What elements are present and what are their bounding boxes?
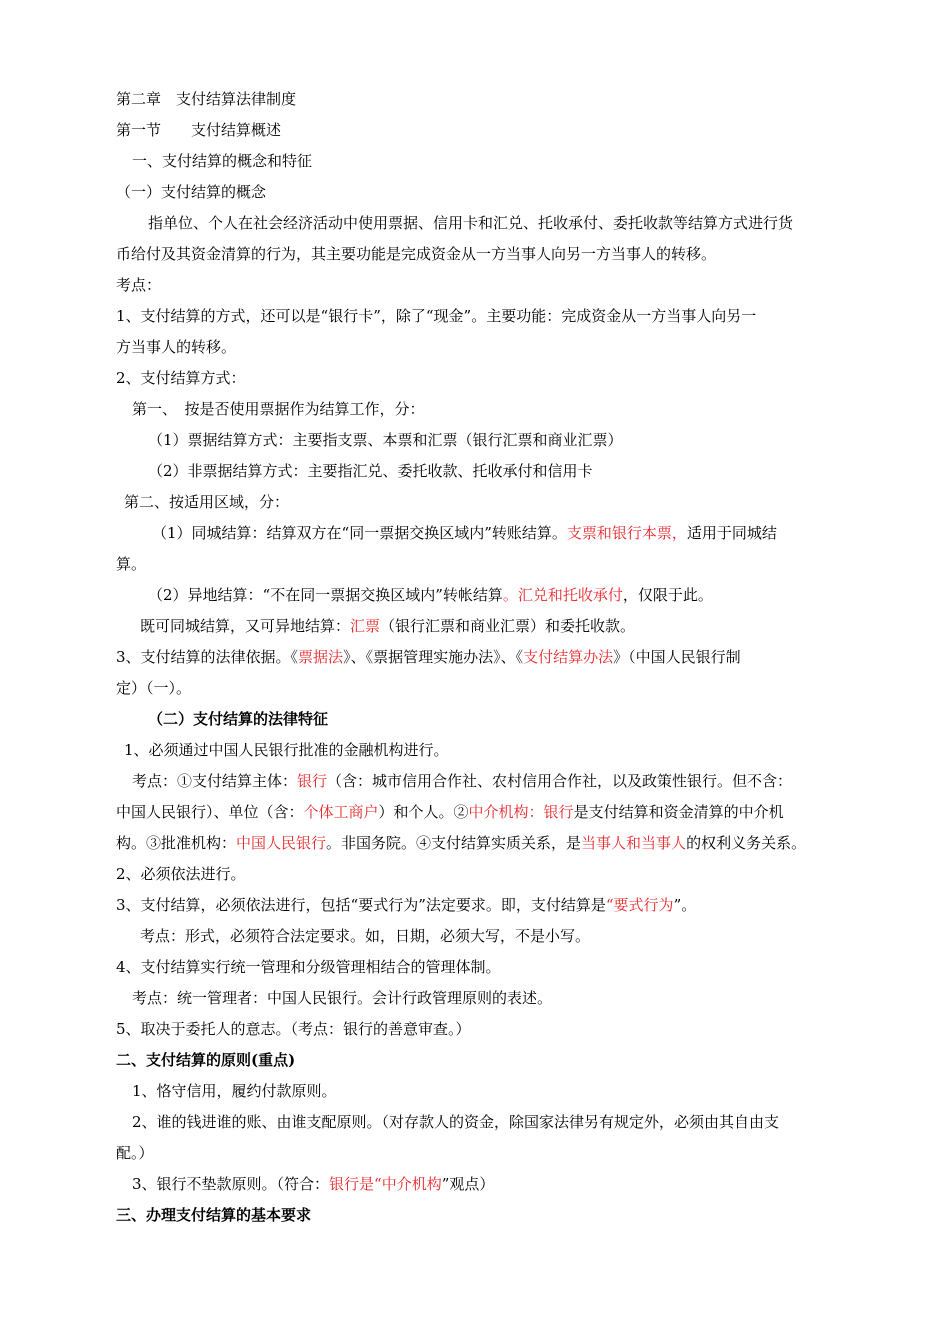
text-run: 第一节 支付结算概述 [116,121,282,139]
paragraph-line [152,518,777,549]
highlight-text: 中介机构：银行 [468,803,574,821]
heading-1-2 [148,704,328,735]
text-run: 2、支付结算方式： [116,369,246,387]
text-run: 的权利义务关系。 [686,834,807,852]
text-run: （1）票据结算方式：主要指支票、本票和汇票（银行汇票和商业汇票） [148,431,623,449]
paragraph-line [148,456,593,487]
text-run: 》（中国人民银行制 [613,648,741,666]
paragraph-line [116,797,784,828]
text-run: 指单位、个人在社会经济活动中使用票据、信用卡和汇兑、托收承付、委托收款等结算方式进行货 [148,214,794,232]
paragraph-line [124,487,289,518]
paragraph-line [132,1107,779,1138]
text-run: 一、支付结算的概念和特征 [132,152,313,170]
text-run: 3、支付结算的法律依据。《 [116,648,299,666]
text-run: （银行汇票和商业汇票）和委托收款。 [380,617,636,635]
text-run: 方当事人的转移。 [116,338,237,356]
paragraph-line [116,673,191,704]
highlight-text: 支票和银行本票， [566,524,687,542]
text-run: 中国人民银行）、单位（含： [116,803,304,821]
text-run: （二）支付结算的法律特征 [148,710,329,728]
text-run: 是支付结算和资金清算的中介机 [573,803,784,821]
heading-1-1 [116,177,266,208]
text-run: 既可同城结算，又可异地结算： [140,617,351,635]
text-run: 配。） [116,1144,154,1162]
text-run: 5、取决于委托人的意志。（考点：银行的善意审查。） [116,1020,471,1038]
paragraph-line [132,394,425,425]
paragraph-line [132,1076,337,1107]
paragraph-line [116,549,146,580]
paragraph-line [116,332,236,363]
text-run: （含：城市信用合作社、农村信用合作社，以及政策性银行。但不含： [327,772,793,790]
chapter-title [116,84,296,115]
text-run: ，仅限于此。 [622,586,713,604]
paragraph-line [116,1138,154,1169]
text-run: （2）异地结算：“不在同一票据交换区域内”转帐结算 [148,586,503,604]
highlight-text: “要式行为 [605,896,674,914]
paragraph-line [116,828,806,859]
highlight-text: 银行是“中介机构 [329,1175,442,1193]
text-run: 三、办理支付结算的基本要求 [116,1206,312,1224]
paragraph-line [116,239,716,270]
heading-3 [116,1200,311,1231]
text-run: 》、《票据管理实施办法》、《 [343,648,524,666]
heading-1 [132,146,312,177]
paragraph-line [116,890,696,921]
text-run: 3、银行不垫款原则。（符合： [132,1175,330,1193]
text-run: （一）支付结算的概念 [116,183,267,201]
paragraph-line [116,363,246,394]
text-run: （1）同城结算：结算双方在“同一票据交换区域内”转账结算。 [152,524,567,542]
paragraph-line [116,1014,471,1045]
text-run: 2、谁的钱进谁的账、由谁支配原则。（对存款人的资金，除国家法律另有规定外，必须由其自由支 [132,1113,780,1131]
highlight-text: 。汇兑和托收承付 [502,586,623,604]
text-run: 适用于同城结 [686,524,777,542]
paragraph-line [116,859,246,890]
highlight-text: 票据法 [298,648,344,666]
text-run: 2、必须依法进行。 [116,865,246,883]
paragraph-line [132,1169,494,1200]
paragraph-line [132,766,792,797]
text-run: 币给付及其资金清算的行为，其主要功能是完成资金从一方当事人向另一方当事人的转移。 [116,245,717,263]
paragraph-line [140,921,590,952]
text-run: 1、必须通过中国人民银行批准的金融机构进行。 [124,741,449,759]
text-run: 二、支付结算的原则(重点) [116,1051,296,1069]
paragraph-line [116,270,161,301]
text-run: 4、支付结算实行统一管理和分级管理相结合的管理体制。 [116,958,501,976]
highlight-text: 支付结算办法 [523,648,614,666]
paragraph-line [116,642,741,673]
highlight-text: 中国人民银行 [236,834,327,852]
text-run: 构。③批准机构： [116,834,237,852]
heading-2 [116,1045,295,1076]
text-run: ）和个人。② [378,803,469,821]
text-run: （2）非票据结算方式：主要指汇兑、委托收款、托收承付和信用卡 [148,462,593,480]
highlight-text: 当事人和当事人 [581,834,687,852]
text-run: 。非国务院。④支付结算实质关系，是 [326,834,582,852]
highlight-text: 银行 [297,772,328,790]
text-run: ”观点） [441,1175,495,1193]
text-run: 考点：①支付结算主体： [132,772,298,790]
paragraph-line [148,208,793,239]
highlight-text: 个体工商户 [303,803,379,821]
paragraph-line [148,580,713,611]
text-run: 考点：形式，必须符合法定要求。如，日期，必须大写，不是小写。 [140,927,591,945]
text-run: ”。 [673,896,697,914]
text-run: 1、支付结算的方式，还可以是“银行卡”，除了“现金”。主要功能：完成资金从一方当事人向另一 [116,307,757,325]
text-run: 定）（一）。 [116,679,192,697]
text-run: 第二、按适用区域，分： [124,493,290,511]
paragraph-line [140,611,635,642]
paragraph-line [148,425,623,456]
text-run: 算。 [116,555,147,573]
text-run: 3、支付结算，必须依法进行，包括“要式行为”法定要求。即，支付结算是 [116,896,606,914]
text-run: 考点： [116,276,162,294]
text-run: 第一、 按是否使用票据作为结算工作，分： [132,400,425,418]
paragraph-line [116,952,501,983]
paragraph-line [124,735,449,766]
text-run: 第二章 支付结算法律制度 [116,90,297,108]
section-title [116,115,281,146]
text-run: 考点：统一管理者：中国人民银行。会计行政管理原则的表述。 [132,989,553,1007]
text-run: 1、恪守信用，履约付款原则。 [132,1082,337,1100]
paragraph-line [116,301,756,332]
highlight-text: 汇票 [350,617,381,635]
paragraph-line [132,983,552,1014]
